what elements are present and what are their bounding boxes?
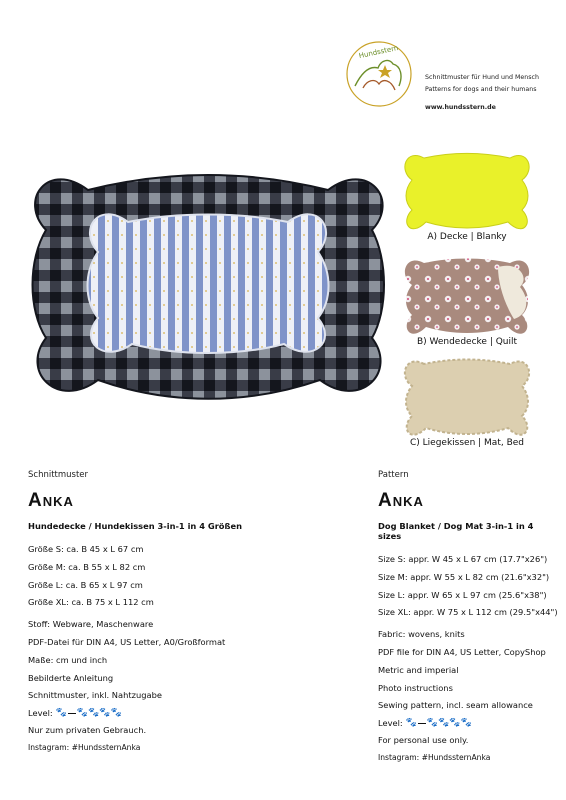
en-instagram: Instagram: #HundssternAnka (378, 752, 491, 762)
de-size-s: Größe S: ca. B 45 x L 67 cm (28, 544, 144, 554)
en-units: Metric and imperial (378, 664, 459, 675)
variant-b-caption: B) Wendedecke | Quilt (416, 337, 518, 347)
yellow-blanket-photo (402, 148, 532, 230)
de-level-label: Level: (28, 708, 53, 719)
paw-icon-empty: 🐾 (438, 718, 450, 729)
de-size-m: Größe M: ca. B 55 x L 82 cm (28, 561, 146, 572)
de-instructions: Bebilderte Anleitung (28, 672, 114, 683)
striped-bone (88, 214, 329, 353)
paw-icon-filled: 🐾 (55, 708, 67, 719)
paw-icon-empty: 🐾 (99, 708, 111, 719)
en-size-xl: Size XL: appr. W 75 x L 112 cm (29.5"x44") (378, 607, 558, 618)
en-subtitle: Dog Blanket / Dog Mat 3-in-1 in 4 sizes (378, 521, 534, 541)
paw-icon-filled: 🐾 (76, 708, 89, 719)
variant-a (402, 148, 532, 242)
en-title: Anka (378, 490, 424, 511)
en-pdf: PDF file for DIN A4, US Letter, CopyShop (378, 646, 546, 657)
en-size-m: Size M: appr. W 55 x L 82 cm (21.6"x32") (378, 571, 550, 582)
de-level-paws (56, 709, 122, 718)
en-level-paws (406, 719, 472, 728)
en-fabric: Fabric: wovens, knits (378, 629, 465, 640)
main-product-photo (28, 160, 390, 412)
en-level (378, 715, 558, 732)
brand-url[interactable]: www.hundsstern.de (425, 104, 496, 111)
en-private-use: For personal use only. (378, 735, 469, 746)
de-private-use: Nur zum privaten Gebrauch. (28, 725, 147, 736)
tagline-en: Patterns for dogs and their humans (425, 86, 537, 93)
de-kicker: Schnittmuster (28, 470, 89, 480)
variant-c-caption: C) Liegekissen | Mat, Bed (410, 438, 524, 448)
en-seam: Sewing pattern, incl. seam allowance (378, 700, 533, 711)
brand-tagline (425, 72, 539, 114)
paw-icon-empty: 🐾 (449, 718, 461, 729)
german-description (28, 470, 258, 756)
variant-a-caption: A) Decke | Blanky (427, 232, 507, 242)
de-title: Anka (28, 490, 74, 511)
english-description (378, 470, 558, 766)
en-size-s: Size S: appr. W 45 x L 67 cm (17.7"x26") (378, 554, 548, 564)
en-size-l: Size L: appr. W 65 x L 97 cm (25.6"x38") (378, 589, 547, 600)
de-seam: Schnittmuster, inkl. Nahtzugabe (28, 690, 162, 701)
paw-icon-empty: 🐾 (460, 718, 472, 729)
de-fabric: Stoff: Webware, Maschenware (28, 619, 154, 630)
de-pdf: PDF-Datei für DIN A4, US Letter, A0/Großformat (28, 636, 226, 647)
paw-icon-empty: 🐾 (88, 708, 100, 719)
plush-bed-photo (402, 352, 532, 436)
de-instagram: Instagram: #HundssternAnka (28, 742, 141, 752)
paw-icon-filled: 🐾 (426, 718, 439, 729)
en-instructions: Photo instructions (378, 682, 453, 693)
en-kicker: Pattern (378, 470, 409, 480)
quilt-photo (402, 253, 532, 335)
de-size-l: Größe L: ca. B 65 x L 97 cm (28, 579, 143, 590)
de-units: Maße: cm und inch (28, 654, 108, 665)
svg-text:Hundsstern: Hundsstern (358, 43, 400, 61)
de-subtitle: Hundedecke / Hundekissen 3-in-1 in 4 Größen (28, 521, 242, 531)
tagline-de: Schnittmuster für Hund und Mensch (425, 74, 539, 81)
hundsstern-logo (345, 40, 413, 108)
de-level (28, 705, 258, 722)
paw-icon-filled: 🐾 (405, 718, 417, 729)
paw-icon-empty: 🐾 (110, 708, 122, 719)
variant-b (402, 253, 532, 347)
en-level-label: Level: (378, 718, 403, 729)
variant-c (402, 352, 532, 448)
de-size-xl: Größe XL: ca. B 75 x L 112 cm (28, 597, 154, 608)
